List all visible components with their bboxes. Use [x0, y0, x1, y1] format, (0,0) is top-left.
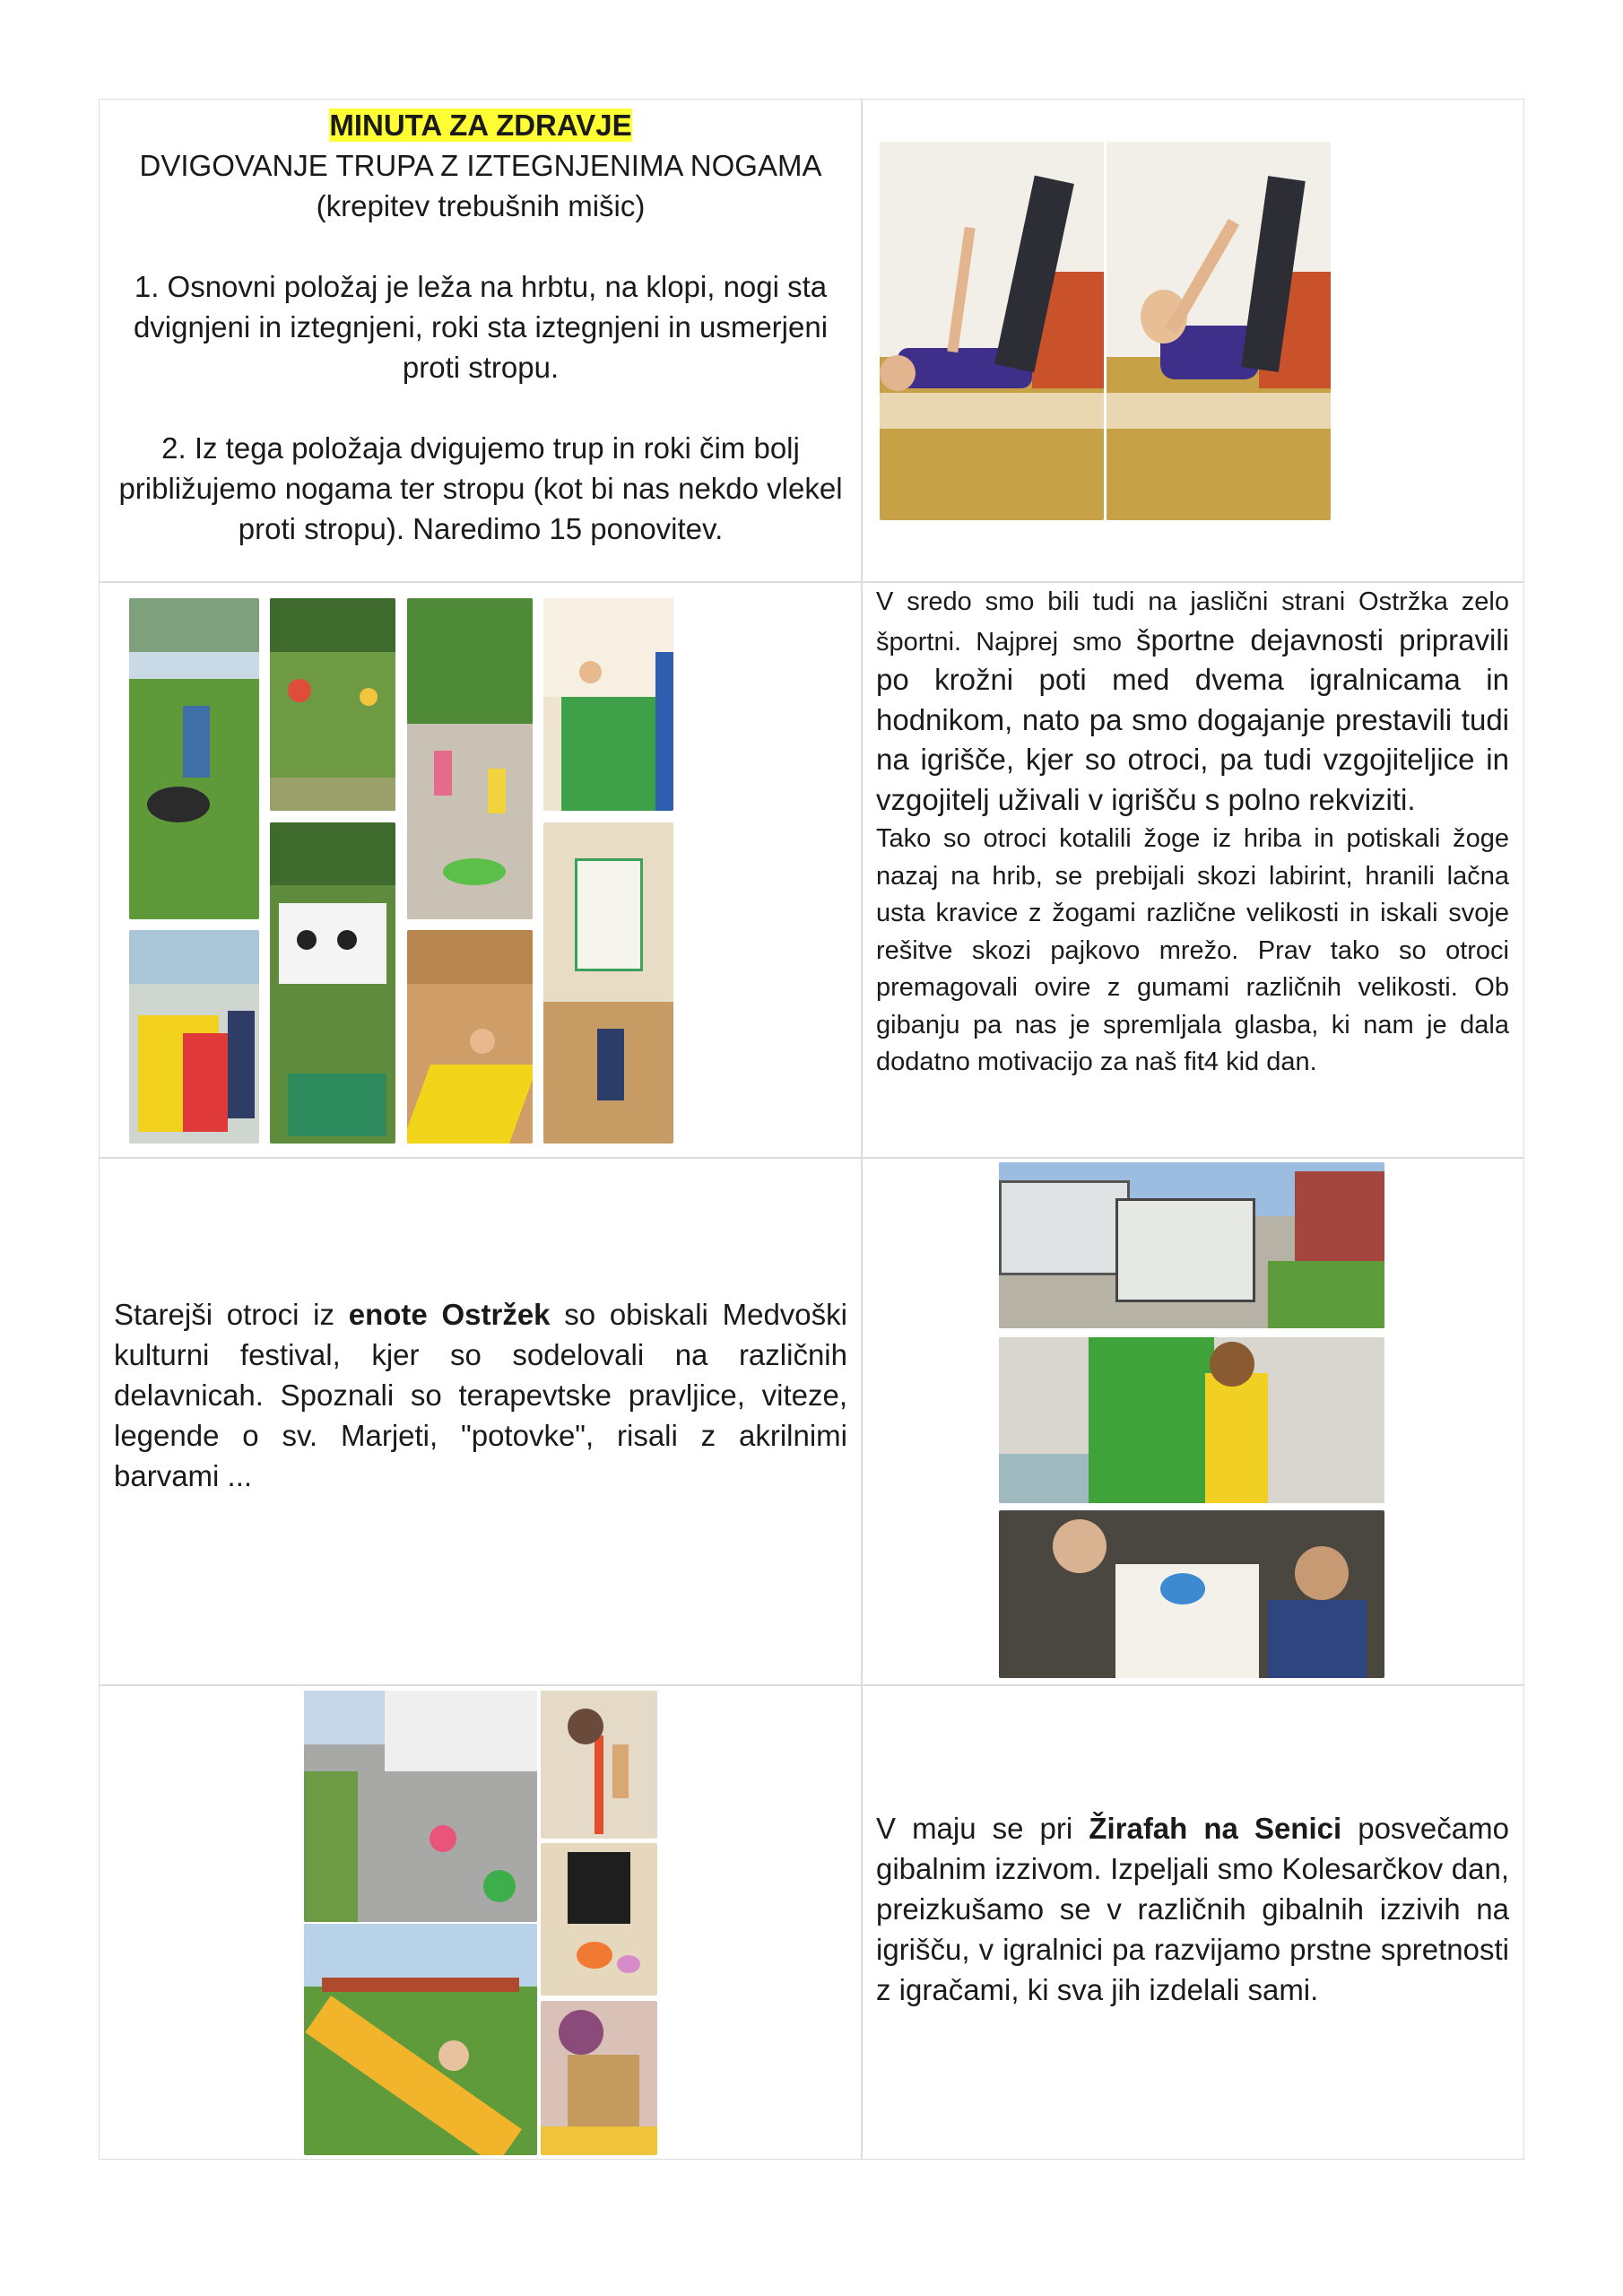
exercise-step-2: 2. Iz tega položaja dvigujemo trup in roki čim bolj približujemo nogama ter stropu (kot bi nas nekdo vlekel proti stropu). Naredimo 15 ponovitev.: [118, 431, 843, 545]
exercise-photo-cell: [861, 99, 1524, 583]
nursery-text: V sredo smo bili tudi na jaslični strani Ostržka zelo športni. Najprej smo športne dejavnosti pripravili po krožni poti med dvema igralnicama in hodnikom, nato pa smo dogajanje prestavili tudi na igrišče, kjer so otroci, pa tudi vzgojiteljice in vzgojitelj uživali v igrišču s polno rekviziti.: [876, 587, 1509, 816]
playground-hill-balls: [270, 598, 395, 811]
playground-tyre: [129, 598, 259, 919]
festival-text: Starejši otroci iz enote Ostržek so obiskali Medvoški kulturni festival, kjer so sodelovali na različnih delavnicah. Spoznali so terapevtske pravljice, viteze, legende o sv. Marjeti, "potovke", risali z akrilnimi barvami ...: [114, 1298, 847, 1492]
playground-trees: [407, 598, 533, 919]
classroom-mat: [407, 930, 533, 1144]
festival-text-cell: [99, 1157, 863, 1686]
slide-playground: [304, 1924, 537, 2155]
classroom-door: [543, 822, 673, 1144]
nursery-text-cell: [861, 581, 1524, 1159]
child-box-toy: [541, 2001, 657, 2155]
giraffes-photo-cell: [99, 1684, 863, 2160]
exercise-subtitle-note: (krepitev trebušnih mišic): [316, 189, 646, 222]
highlight-title: MINUTA ZA ZDRAVJE: [329, 109, 632, 142]
festival-table-painting: [999, 1510, 1384, 1678]
bike-day-yard: [304, 1691, 537, 1922]
finger-toy: [541, 1691, 657, 1839]
festival-photo-cell: [861, 1157, 1524, 1686]
exercise-subtitle: DVIGOVANJE TRUPA Z IZTEGNJENIMA NOGAMA: [139, 149, 822, 182]
festival-painting: [999, 1337, 1384, 1503]
exercise-step-1: 1. Osnovni položaj je leža na hrbtu, na klopi, nogi sta dvignjeni in iztegnjeni, roki sta iztegnjeni in usmerjeni proti stropu.: [133, 270, 829, 384]
giraffes-text-cell: [861, 1684, 1524, 2160]
playground-yellow-blocks: [129, 930, 259, 1144]
nursery-text-2: Tako so otroci kotalili žoge iz hriba in potiskali žoge nazaj na hrib, se prebijali skozi labirint, hranili lačna usta kravice z žogami različne velikosti in iskali svoje rešitve skozi pajkovo mrežo. Prav tako so otroci premagovali ovire z gumami različnih velikosti. Ob gibanju pa nas je spremljala glasba, ki nam je dala dodatno motivacijo za naš fit4 kid dan.: [876, 824, 1509, 1076]
exercise-photo-raise: [1107, 142, 1331, 520]
nursery-collage-cell: [99, 581, 863, 1159]
exercise-photo-start: [880, 142, 1104, 520]
content-table: [99, 99, 1524, 2160]
festival-tents: [999, 1162, 1384, 1328]
giraffes-text: V maju se pri Žirafah na Senici posvečamo gibalnim izzivom. Izpeljali smo Kolesarčkov dan, preizkušamo se v različnih gibalnih izzivih na igrišču, v igralnici pa razvijamo prstne spretnosti z igračami, ki sva jih izdelali sami.: [876, 1812, 1509, 2006]
playground-cow-mouth: [270, 822, 395, 1144]
exercise-text-cell: [99, 99, 863, 583]
corridor-slide: [543, 598, 673, 811]
child-yellow-shirt: [541, 1843, 657, 1996]
